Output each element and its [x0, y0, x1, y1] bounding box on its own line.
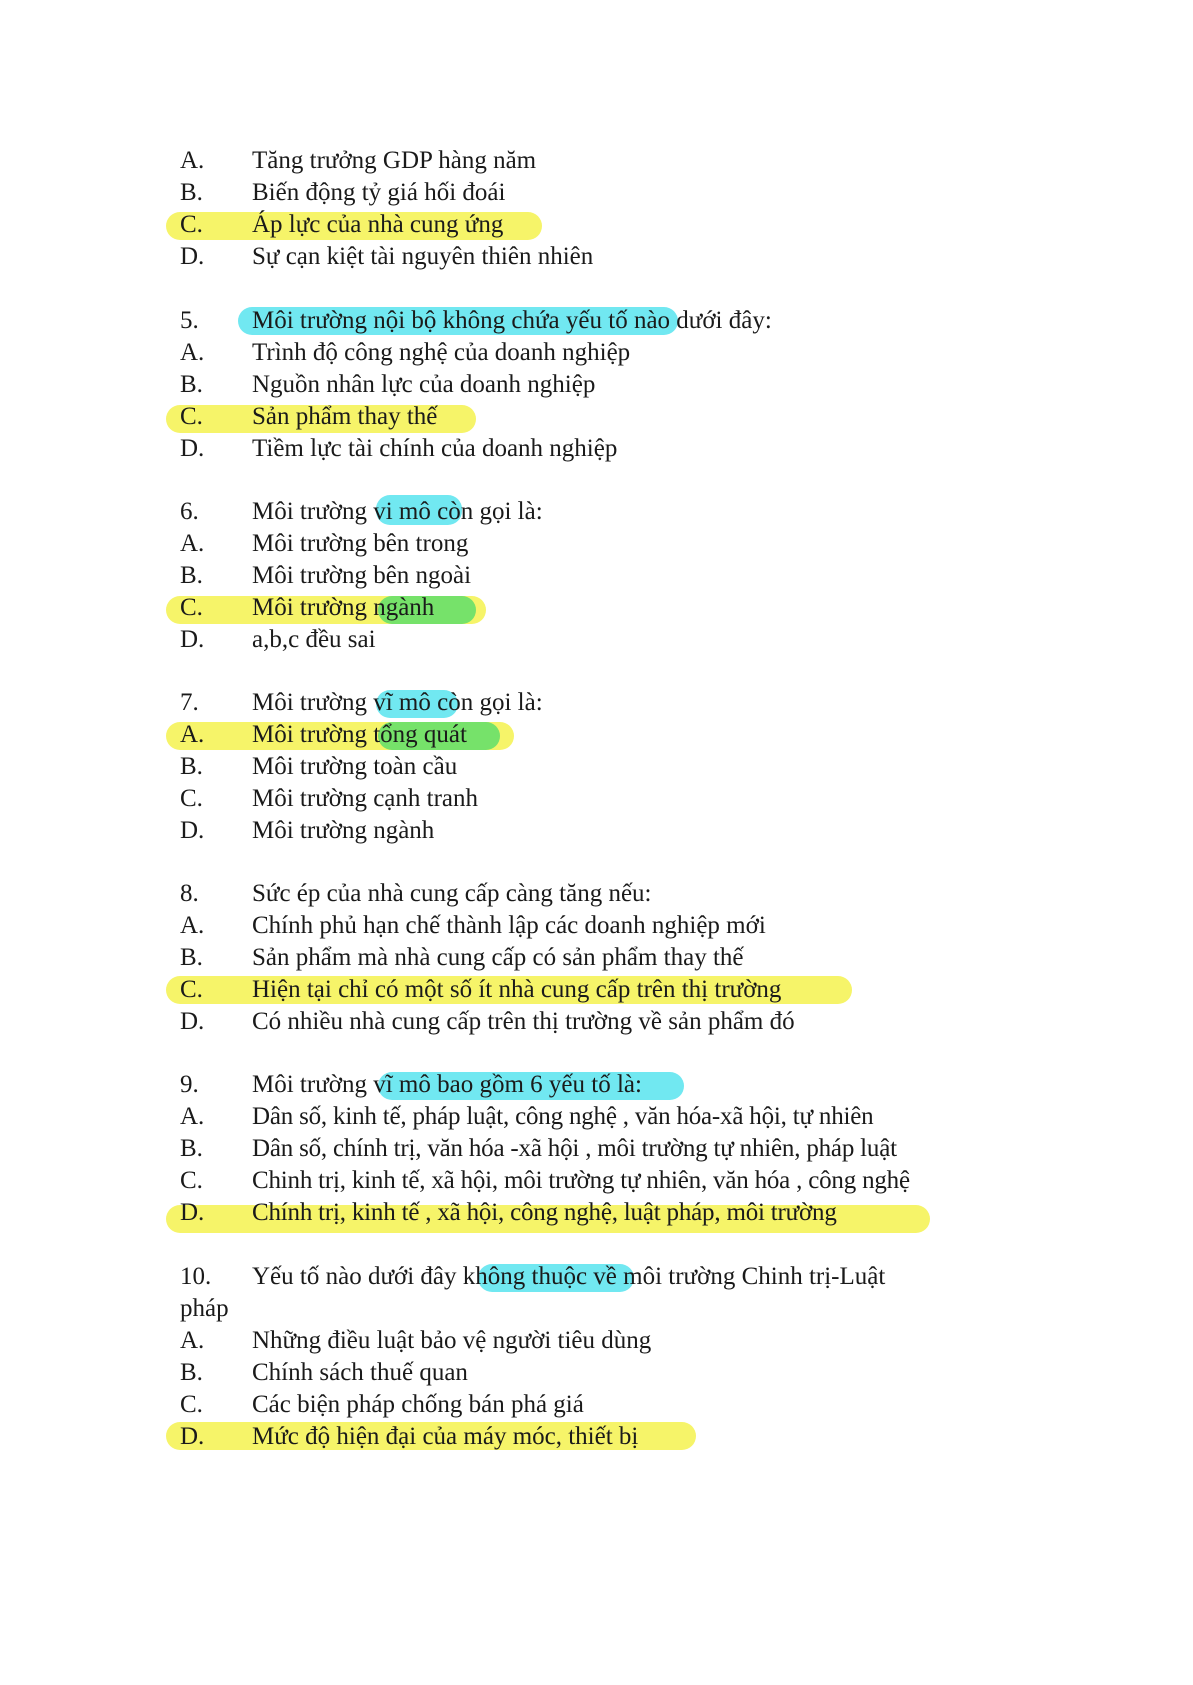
option-d: [0, 1006, 1193, 1038]
option-label: D.: [180, 626, 205, 653]
option-a: [0, 1325, 1193, 1357]
option-a: [0, 145, 1193, 177]
option-b: [0, 177, 1193, 209]
question-text: Yếu tố nào dưới đây không thuộc về môi trường Chinh trị-Luật: [252, 1263, 886, 1290]
option-c: [0, 974, 1193, 1006]
option-text: Môi trường cạnh tranh: [252, 785, 479, 812]
option-d: [0, 1197, 1193, 1229]
option-label: A.: [180, 1103, 205, 1130]
option-label: B.: [180, 944, 203, 971]
question-text: Môi trường nội bộ không chứa yếu tố nào dưới đây:: [252, 307, 772, 334]
option-label: D.: [180, 1199, 205, 1226]
option-label: D.: [180, 243, 205, 270]
option-label: B.: [180, 1135, 203, 1162]
option-label: A.: [180, 721, 205, 748]
question-number: 10.: [180, 1263, 212, 1290]
option-label: B.: [180, 371, 203, 398]
question-stem: [0, 305, 1193, 337]
option-c: [0, 401, 1193, 433]
option-text: Có nhiều nhà cung cấp trên thị trường về sản phẩm đó: [252, 1008, 795, 1035]
option-text: Mức độ hiện đại của máy móc, thiết bị: [252, 1423, 639, 1450]
option-b: [0, 942, 1193, 974]
option-label: D.: [180, 435, 205, 462]
question-number: 7.: [180, 689, 199, 716]
option-c: [0, 592, 1193, 624]
option-text: Môi trường tổng quát: [252, 721, 467, 748]
option-label: A.: [180, 147, 205, 174]
option-label: C.: [180, 1391, 203, 1418]
option-a: [0, 1101, 1193, 1133]
option-text: Môi trường toàn cầu: [252, 753, 458, 780]
option-a: [0, 528, 1193, 560]
option-label: A.: [180, 339, 205, 366]
question-stem: [0, 496, 1193, 528]
option-label: B.: [180, 179, 203, 206]
option-a: [0, 910, 1193, 942]
option-text: Sản phẩm mà nhà cung cấp có sản phẩm thay thế: [252, 944, 744, 971]
option-label: A.: [180, 1327, 205, 1354]
option-text: Chính phủ hạn chế thành lập các doanh nghiệp mới: [252, 912, 766, 939]
option-label: A.: [180, 530, 205, 557]
question-stem: [0, 687, 1193, 719]
option-text: Biến động tỷ giá hối đoái: [252, 179, 506, 206]
option-d: [0, 1421, 1193, 1453]
option-text: Những điều luật bảo vệ người tiêu dùng: [252, 1327, 652, 1354]
option-label: C.: [180, 403, 203, 430]
option-b: [0, 1357, 1193, 1389]
option-label: C.: [180, 594, 203, 621]
option-c: [0, 1165, 1193, 1197]
option-d: [0, 624, 1193, 656]
option-label: D.: [180, 1008, 205, 1035]
question-number: 6.: [180, 498, 199, 525]
option-label: A.: [180, 912, 205, 939]
option-text: Môi trường ngành: [252, 817, 435, 844]
option-label: B.: [180, 1359, 203, 1386]
option-text: Dân số, chính trị, văn hóa -xã hội , môi trường tự nhiên, pháp luật: [252, 1135, 897, 1162]
option-d: [0, 433, 1193, 465]
option-text: Trình độ công nghệ của doanh nghiệp: [252, 339, 631, 366]
option-label: D.: [180, 1423, 205, 1450]
option-text: Nguồn nhân lực của doanh nghiệp: [252, 371, 596, 398]
question-stem-continued: [0, 1293, 1193, 1325]
option-text: Chính trị, kinh tế , xã hội, công nghệ, luật pháp, môi trường: [252, 1199, 837, 1226]
option-b: [0, 369, 1193, 401]
option-text: Tiềm lực tài chính của doanh nghiệp: [252, 435, 618, 462]
option-label: C.: [180, 976, 203, 1003]
option-c: [0, 1389, 1193, 1421]
option-text: Môi trường bên trong: [252, 530, 469, 557]
option-text: Môi trường bên ngoài: [252, 562, 472, 589]
option-label: C.: [180, 1167, 203, 1194]
option-b: [0, 1133, 1193, 1165]
option-text: Chính sách thuế quan: [252, 1359, 468, 1386]
option-label: D.: [180, 817, 205, 844]
option-text: Tăng trưởng GDP hàng năm: [252, 147, 537, 174]
option-d: [0, 815, 1193, 847]
question-stem: [0, 1261, 1193, 1293]
question-text: Môi trường vi mô còn gọi là:: [252, 498, 543, 525]
option-d: [0, 241, 1193, 273]
option-text: a,b,c đều sai: [252, 626, 376, 653]
question-stem: [0, 878, 1193, 910]
option-b: [0, 560, 1193, 592]
option-text: Chinh trị, kinh tế, xã hội, môi trường tự nhiên, văn hóa , công nghệ: [252, 1167, 910, 1194]
option-label: B.: [180, 753, 203, 780]
option-b: [0, 751, 1193, 783]
option-c: [0, 209, 1193, 241]
option-text: Sản phẩm thay thế: [252, 403, 438, 430]
option-text: Sự cạn kiệt tài nguyên thiên nhiên: [252, 243, 594, 270]
option-text: Dân số, kinh tế, pháp luật, công nghệ , văn hóa-xã hội, tự nhiên: [252, 1103, 874, 1130]
option-label: B.: [180, 562, 203, 589]
option-c: [0, 783, 1193, 815]
option-label: C.: [180, 785, 203, 812]
question-text: Sức ép của nhà cung cấp càng tăng nếu:: [252, 880, 652, 907]
option-a: [0, 719, 1193, 751]
question-number: 5.: [180, 307, 199, 334]
question-text-continued: pháp: [180, 1295, 229, 1322]
question-stem: [0, 1069, 1193, 1101]
option-label: C.: [180, 211, 203, 238]
option-a: [0, 337, 1193, 369]
question-text: Môi trường vĩ mô còn gọi là:: [252, 689, 543, 716]
option-text: Các biện pháp chống bán phá giá: [252, 1391, 584, 1418]
question-number: 9.: [180, 1071, 199, 1098]
option-text: Áp lực của nhà cung ứng: [252, 211, 504, 238]
question-number: 8.: [180, 880, 199, 907]
option-text: Hiện tại chỉ có một số ít nhà cung cấp trên thị trường: [252, 976, 782, 1003]
option-text: Môi trường ngành: [252, 594, 435, 621]
question-text: Môi trường vĩ mô bao gồm 6 yếu tố là:: [252, 1071, 642, 1098]
